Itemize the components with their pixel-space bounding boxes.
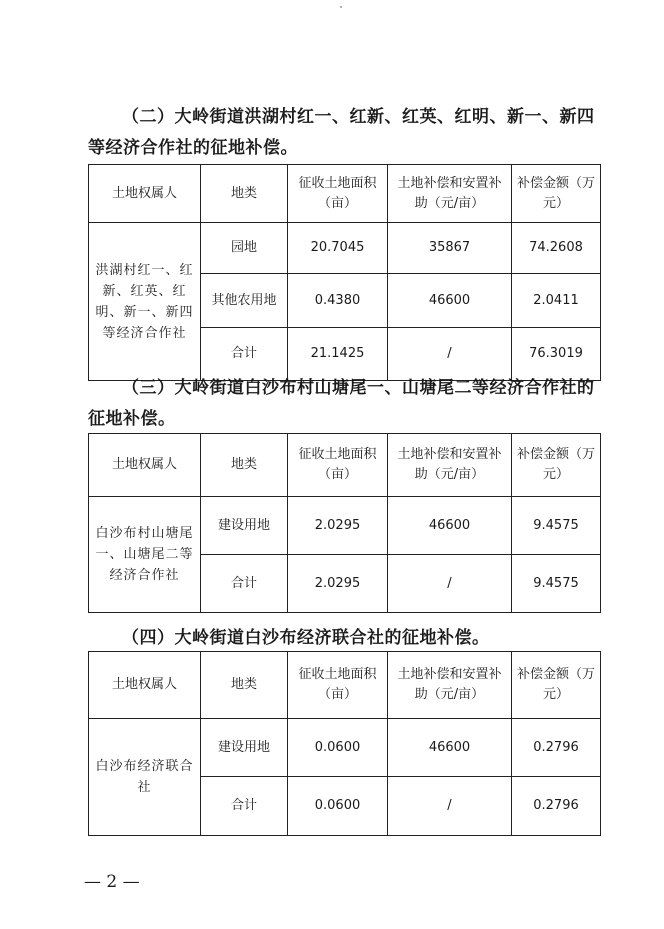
rate-cell: / bbox=[388, 555, 512, 613]
land-type-cell: 建设用地 bbox=[201, 497, 288, 555]
rate-cell: / bbox=[388, 777, 512, 836]
land-type-cell: 合计 bbox=[201, 328, 288, 381]
amount-cell: 74.2608 bbox=[512, 223, 601, 274]
rate-cell: 46600 bbox=[388, 274, 512, 328]
col-header-amount: 补偿金额（万元） bbox=[512, 652, 601, 719]
rate-cell: / bbox=[388, 328, 512, 381]
area-cell: 21.1425 bbox=[288, 328, 388, 381]
owner-cell: 洪湖村红一、红新、红英、红明、新一、新四等经济合作社 bbox=[89, 223, 201, 381]
scan-speck bbox=[340, 6, 342, 8]
area-cell: 2.0295 bbox=[288, 555, 388, 613]
col-header-owner: 土地权属人 bbox=[89, 652, 201, 719]
table-header-row bbox=[89, 434, 601, 497]
col-header-area: 征收土地面积（亩） bbox=[288, 434, 388, 497]
rate-cell: 46600 bbox=[388, 497, 512, 555]
land-type-cell: 合计 bbox=[201, 777, 288, 836]
table-row bbox=[89, 497, 601, 555]
table-header-row bbox=[89, 165, 601, 223]
table-row bbox=[89, 719, 601, 777]
table-row bbox=[89, 223, 601, 274]
amount-cell: 0.2796 bbox=[512, 719, 601, 777]
area-cell: 0.0600 bbox=[288, 719, 388, 777]
section-heading-3: （三）大岭街道白沙布村山塘尾一、山塘尾二等经济合作社的征地补偿。 bbox=[88, 378, 595, 429]
amount-cell: 9.4575 bbox=[512, 555, 601, 613]
section-heading-4: （四）大岭街道白沙布经济联合社的征地补偿。 bbox=[122, 628, 490, 648]
col-header-amount: 补偿金额（万元） bbox=[512, 165, 601, 223]
area-cell: 20.7045 bbox=[288, 223, 388, 274]
owner-cell: 白沙布村山塘尾一、山塘尾二等经济合作社 bbox=[89, 497, 201, 613]
amount-cell: 0.2796 bbox=[512, 777, 601, 836]
land-type-cell: 建设用地 bbox=[201, 719, 288, 777]
col-header-rate: 土地补偿和安置补助（元/亩） bbox=[388, 652, 512, 719]
amount-cell: 2.0411 bbox=[512, 274, 601, 328]
area-cell: 2.0295 bbox=[288, 497, 388, 555]
col-header-amount: 补偿金额（万元） bbox=[512, 434, 601, 497]
col-header-land-type: 地类 bbox=[201, 434, 288, 497]
page-number: — 2 — bbox=[84, 872, 140, 892]
area-cell: 0.4380 bbox=[288, 274, 388, 328]
land-type-cell: 合计 bbox=[201, 555, 288, 613]
owner-cell: 白沙布经济联合社 bbox=[89, 719, 201, 836]
col-header-land-type: 地类 bbox=[201, 652, 288, 719]
amount-cell: 76.3019 bbox=[512, 328, 601, 381]
col-header-area: 征收土地面积（亩） bbox=[288, 652, 388, 719]
col-header-area: 征收土地面积（亩） bbox=[288, 165, 388, 223]
col-header-rate: 土地补偿和安置补助（元/亩） bbox=[388, 165, 512, 223]
amount-cell: 9.4575 bbox=[512, 497, 601, 555]
compensation-table-3 bbox=[88, 433, 601, 613]
compensation-table-4 bbox=[88, 651, 601, 836]
col-header-rate: 土地补偿和安置补助（元/亩） bbox=[388, 434, 512, 497]
area-cell: 0.0600 bbox=[288, 777, 388, 836]
land-type-cell: 园地 bbox=[201, 223, 288, 274]
rate-cell: 35867 bbox=[388, 223, 512, 274]
section-heading-2: （二）大岭街道洪湖村红一、红新、红英、红明、新一、新四等经济合作社的征地补偿。 bbox=[88, 107, 595, 158]
rate-cell: 46600 bbox=[388, 719, 512, 777]
compensation-table-2 bbox=[88, 164, 601, 381]
land-type-cell: 其他农用地 bbox=[201, 274, 288, 328]
col-header-owner: 土地权属人 bbox=[89, 165, 201, 223]
col-header-owner: 土地权属人 bbox=[89, 434, 201, 497]
col-header-land-type: 地类 bbox=[201, 165, 288, 223]
table-header-row bbox=[89, 652, 601, 719]
